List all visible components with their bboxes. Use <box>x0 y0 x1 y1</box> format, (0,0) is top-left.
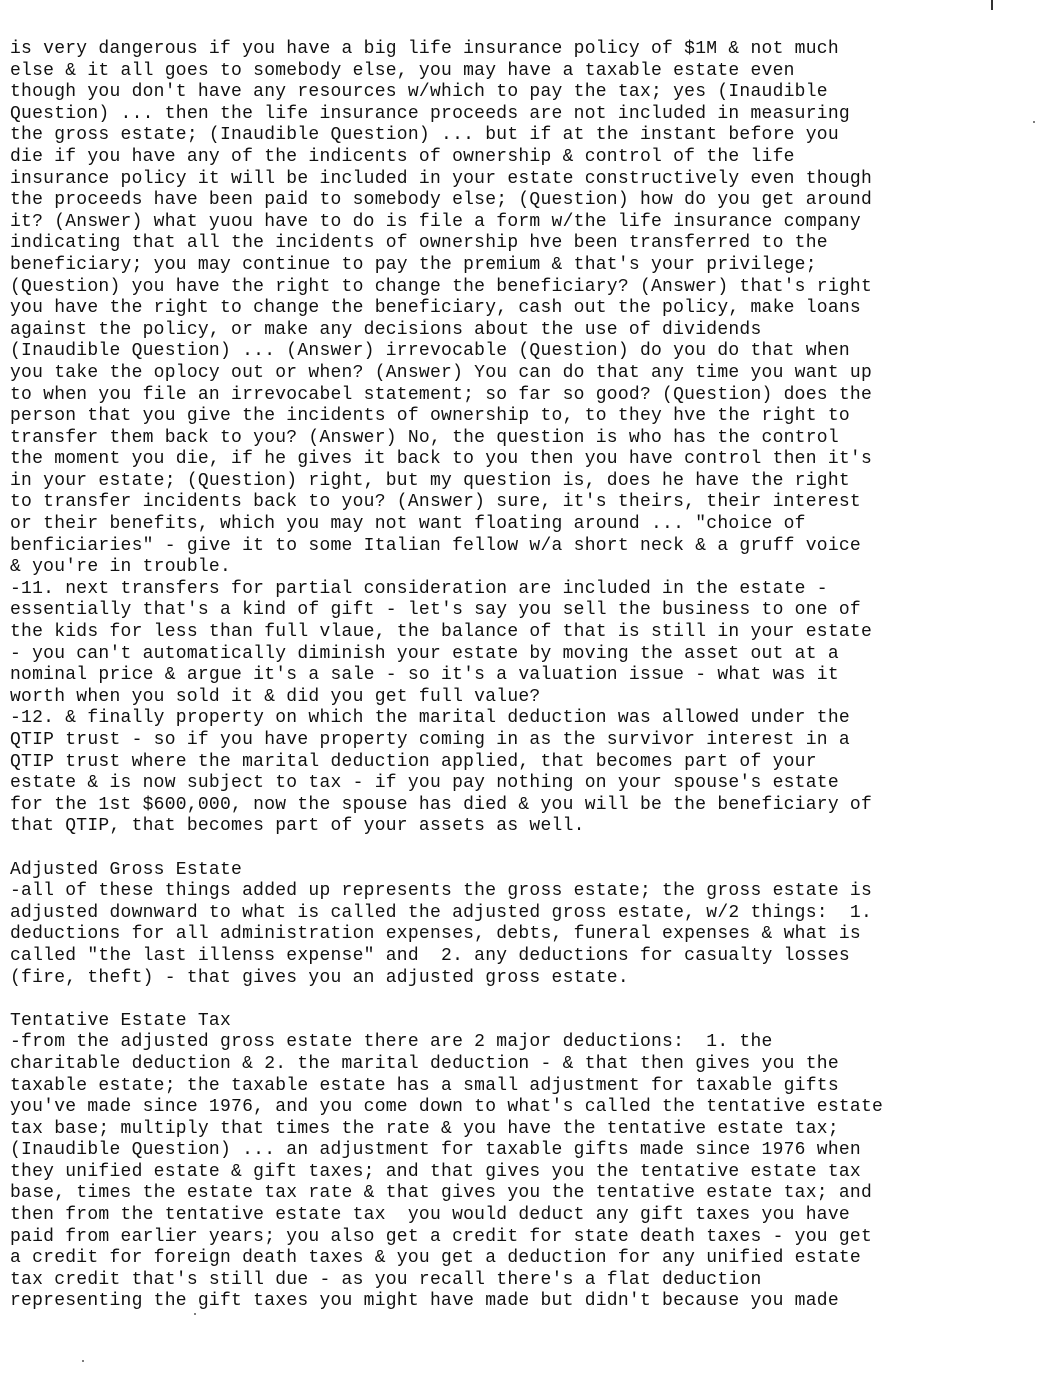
text-line: estate & is now subject to tax - if you pay nothing on your spouse's estate <box>10 773 839 794</box>
text-line: you've made since 1976, and you come down to what's called the tentative estate <box>10 1097 884 1118</box>
text-line: tax credit that's still due - as you recall there's a flat deduction <box>10 1269 762 1290</box>
scan-speck <box>194 1313 196 1315</box>
text-line: transfer them back to you? (Answer) No, the question is who has the control <box>10 427 839 448</box>
text-line: a credit for foreign death taxes & you get a deduction for any unified estate <box>10 1248 861 1269</box>
text-line: in your estate; (Question) right, but my question is, does he have the right <box>10 470 850 491</box>
text-line: the gross estate; (Inaudible Question) ... but if at the instant before you <box>10 125 839 146</box>
text-line: to transfer incidents back to you? (Answer) sure, it's theirs, their interest <box>10 492 861 513</box>
text-line: they unified estate & gift taxes; and that gives you the tentative estate tax <box>10 1161 861 1182</box>
text-line: -from the adjusted gross estate there are 2 major deductions: 1. the <box>10 1032 773 1053</box>
scan-speck <box>1033 121 1035 123</box>
text-line: nominal price & argue it's a sale - so it's a valuation issue - what was it <box>10 665 839 686</box>
transcript-text <box>10 39 1055 1313</box>
text-line: benficiaries" - give it to some Italian fellow w/a short neck & a gruff voice <box>10 535 861 556</box>
text-line: the proceeds have been paid to somebody else; (Question) how do you get around <box>10 190 873 211</box>
text-line: paid from earlier years; you also get a credit for state death taxes - you get <box>10 1226 873 1247</box>
text-line: called "the last illenss expense" and 2. any deductions for casualty losses <box>10 945 850 966</box>
text-line: (Inaudible Question) ... (Answer) irrevocable (Question) do you do that when <box>10 341 850 362</box>
text-line: else & it all goes to somebody else, you may have a taxable estate even <box>10 60 795 81</box>
text-line: QTIP trust where the marital deduction applied, that becomes part of your <box>10 751 817 772</box>
text-line: it? (Answer) what yuou have to do is file a form w/the life insurance company <box>10 211 861 232</box>
text-line: (Question) you have the right to change the beneficiary? (Answer) that's right <box>10 276 873 297</box>
text-line: or their benefits, which you may not want floating around ... "choice of <box>10 514 806 535</box>
text-line: essentially that's a kind of gift - let's say you sell the business to one of <box>10 600 861 621</box>
text-line: that QTIP, that becomes part of your assets as well. <box>10 816 585 837</box>
text-line: indicating that all the incidents of ownership hve been transferred to the <box>10 233 828 254</box>
text-line: against the policy, or make any decisions about the use of dividends <box>10 319 762 340</box>
text-line: -11. next transfers for partial consideration are included in the estate - <box>10 578 828 599</box>
text-line: & you're in trouble. <box>10 557 232 578</box>
text-line: the moment you die, if he gives it back to you then you have control then it's <box>10 449 873 470</box>
text-line: QTIP trust - so if you have property coming in as the survivor interest in a <box>10 730 850 750</box>
text-line: though you don't have any resources w/which to pay the tax; yes (Inaudible <box>10 82 828 103</box>
text-line: deductions for all administration expenses, debts, funeral expenses & what is <box>10 924 861 945</box>
text-line: -12. & finally property on which the marital deduction was allowed under the <box>10 708 850 729</box>
text-line: beneficiary; you may continue to pay the premium & that's your privilege; <box>10 254 817 275</box>
text-line: the kids for less than full vlaue, the balance of that is still in your estate <box>10 622 873 643</box>
text-line: tax base; multiply that times the rate & you have the tentative estate tax; <box>10 1118 839 1139</box>
text-line: to when you file an irrevocabel statement; so far so good? (Question) does the <box>10 384 873 405</box>
text-line: Tentative Estate Tax <box>10 1010 232 1031</box>
blank-line <box>10 989 1055 1011</box>
scan-speck <box>82 1360 84 1362</box>
text-line: you take the oplocy out or when? (Answer) You can do that any time you want up <box>10 362 873 383</box>
text-line: representing the gift taxes you might have made but didn't because you made <box>10 1291 839 1312</box>
text-line: adjusted downward to what is called the adjusted gross estate, w/2 things: 1. <box>10 902 873 923</box>
text-line: Adjusted Gross Estate <box>10 859 243 880</box>
text-line: insurance policy it will be included in your estate constructively even though <box>10 168 873 189</box>
text-line: charitable deduction & 2. the marital deduction - & that then gives you the <box>10 1053 839 1074</box>
text-line: is very dangerous if you have a big life insurance policy of $1M & not much <box>10 39 839 59</box>
text-line: -all of these things added up represents the gross estate; the gross estate is <box>10 881 873 902</box>
text-line: Question) ... then the life insurance proceeds are not included in measuring <box>10 103 850 124</box>
text-line: you have the right to change the beneficiary, cash out the policy, make loans <box>10 298 861 319</box>
blank-line <box>10 838 1055 860</box>
text-line: base, times the estate tax rate & that gives you the tentative estate tax; and <box>10 1183 873 1204</box>
text-line: worth when you sold it & did you get full value? <box>10 686 541 707</box>
text-line: for the 1st $600,000, now the spouse has died & you will be the beneficiary of <box>10 794 873 815</box>
scan-mark <box>991 0 993 10</box>
text-line: person that you give the incidents of ownership to, to they hve the right to <box>10 406 850 427</box>
text-line: - you can't automatically diminish your estate by moving the asset out at a <box>10 643 839 664</box>
text-line: (Inaudible Question) ... an adjustment for taxable gifts made since 1976 when <box>10 1140 861 1161</box>
text-line: (fire, theft) - that gives you an adjusted gross estate. <box>10 967 629 988</box>
text-line: die if you have any of the indicents of ownership & control of the life <box>10 146 795 167</box>
text-line: then from the tentative estate tax you would deduct any gift taxes you have <box>10 1205 850 1226</box>
text-line: taxable estate; the taxable estate has a small adjustment for taxable gifts <box>10 1075 839 1096</box>
